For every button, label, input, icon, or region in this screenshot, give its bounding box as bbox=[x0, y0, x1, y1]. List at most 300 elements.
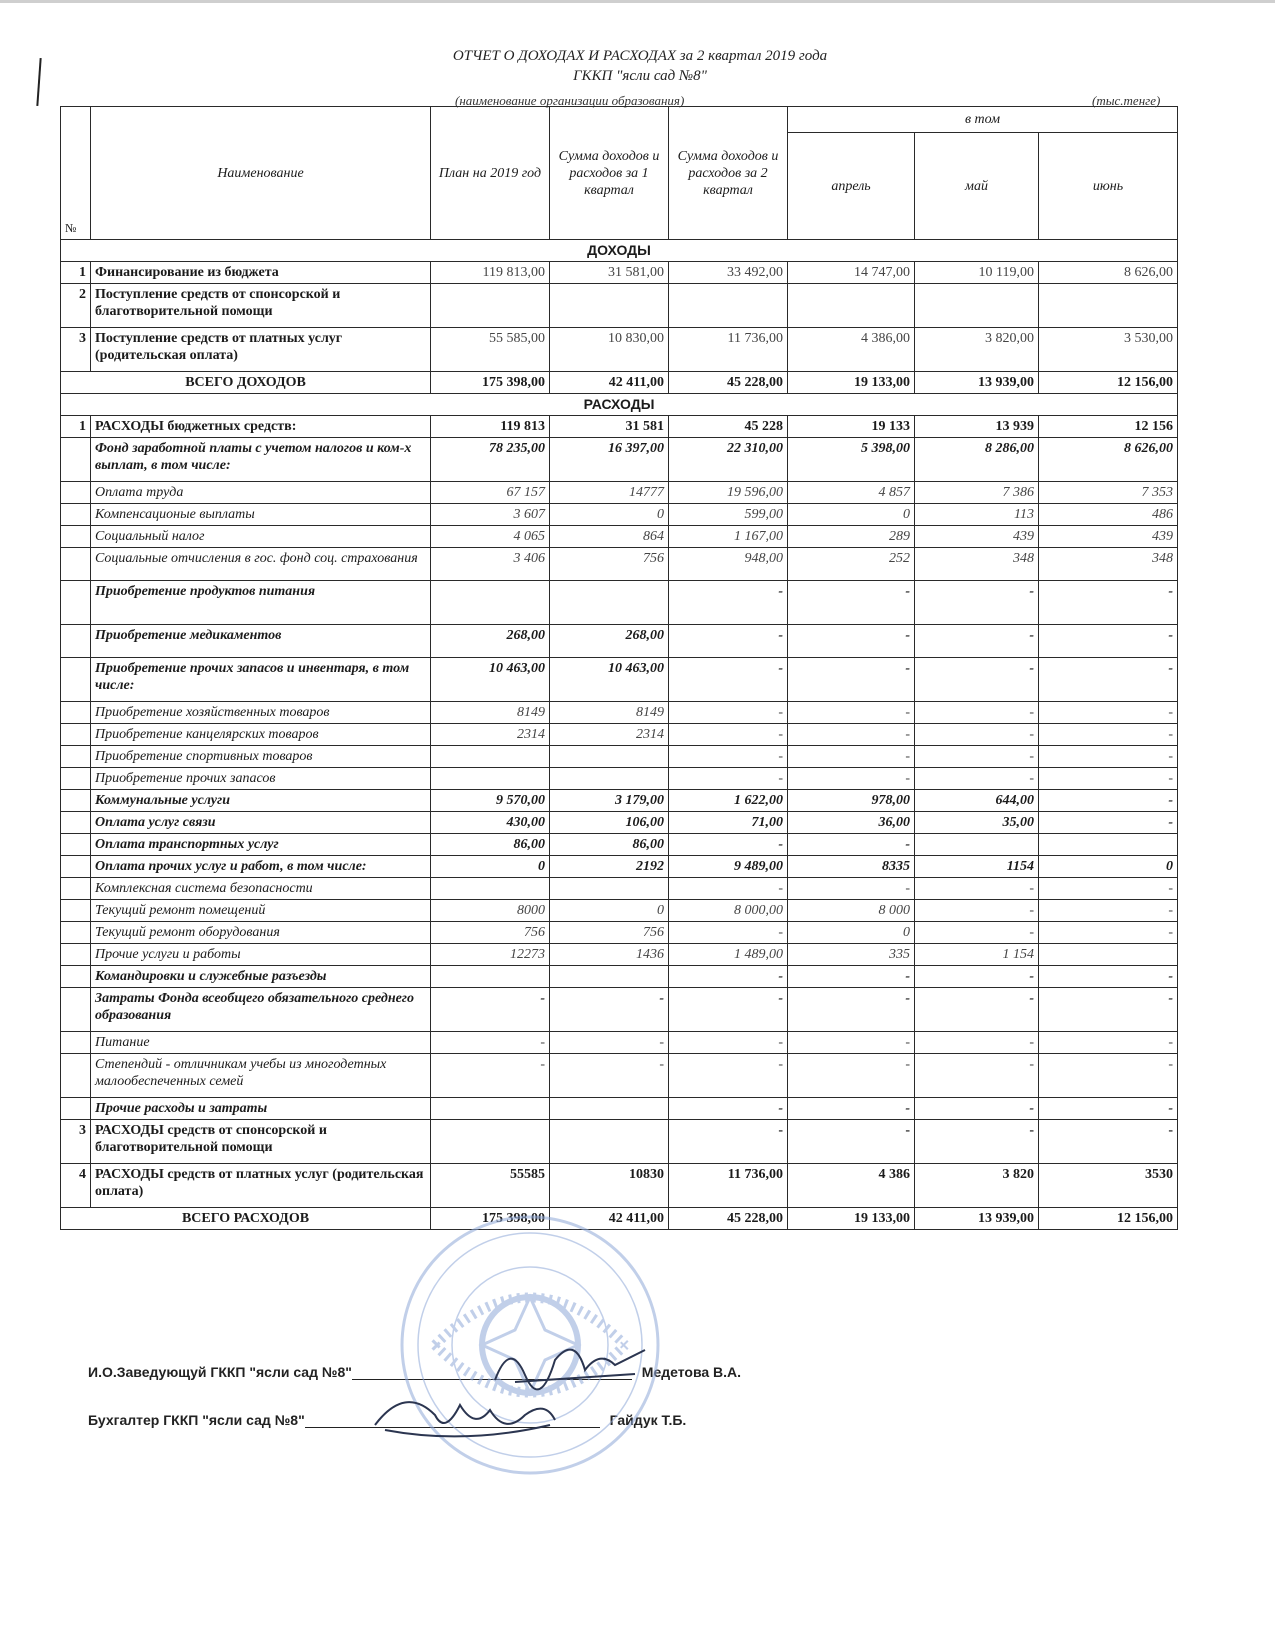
row-name: Приобретение продуктов питания bbox=[91, 581, 431, 625]
expense-row bbox=[61, 482, 1178, 504]
cell-apr: - bbox=[788, 988, 915, 1032]
expense-row bbox=[61, 944, 1178, 966]
cell-apr: - bbox=[788, 1098, 915, 1120]
cell-q1: 31 581,00 bbox=[550, 262, 669, 284]
cell-jun: - bbox=[1039, 702, 1178, 724]
total-apr: 19 133,00 bbox=[788, 372, 915, 394]
cell-may: - bbox=[915, 900, 1039, 922]
row-number bbox=[61, 966, 91, 988]
section-income: ДОХОДЫ bbox=[61, 240, 1178, 262]
cell-q1: 1436 bbox=[550, 944, 669, 966]
cell-plan: - bbox=[431, 1054, 550, 1098]
cell-may: - bbox=[915, 625, 1039, 658]
cell-may: 10 119,00 bbox=[915, 262, 1039, 284]
cell-q2: - bbox=[669, 966, 788, 988]
cell-apr: 14 747,00 bbox=[788, 262, 915, 284]
cell-plan: 8149 bbox=[431, 702, 550, 724]
expense-row bbox=[61, 724, 1178, 746]
cell-may: - bbox=[915, 1120, 1039, 1164]
cell-q1 bbox=[550, 966, 669, 988]
row-name: Текущий ремонт помещений bbox=[91, 900, 431, 922]
cell-q1: 2192 bbox=[550, 856, 669, 878]
cell-may: - bbox=[915, 922, 1039, 944]
cell-q1: 268,00 bbox=[550, 625, 669, 658]
cell-apr: 5 398,00 bbox=[788, 438, 915, 482]
cell-may: - bbox=[915, 746, 1039, 768]
cell-q2: - bbox=[669, 1054, 788, 1098]
total-q2: 45 228,00 bbox=[669, 1208, 788, 1230]
cell-q2: 948,00 bbox=[669, 548, 788, 581]
cell-apr: 8335 bbox=[788, 856, 915, 878]
cell-apr: - bbox=[788, 1054, 915, 1098]
cell-plan: 55 585,00 bbox=[431, 328, 550, 372]
cell-q2: - bbox=[669, 878, 788, 900]
row-name: РАСХОДЫ средств от платных услуг (родительская оплата) bbox=[91, 1164, 431, 1208]
income-row bbox=[61, 284, 1178, 328]
cell-jun: - bbox=[1039, 812, 1178, 834]
cell-jun: - bbox=[1039, 1032, 1178, 1054]
cell-q1 bbox=[550, 284, 669, 328]
row-number bbox=[61, 581, 91, 625]
cell-apr: 8 000 bbox=[788, 900, 915, 922]
col-may: май bbox=[915, 133, 1039, 240]
row-name: Оплата прочих услуг и работ, в том числе: bbox=[91, 856, 431, 878]
cell-q2: - bbox=[669, 1032, 788, 1054]
cell-jun: 0 bbox=[1039, 856, 1178, 878]
cell-apr: 289 bbox=[788, 526, 915, 548]
row-name: Оплата услуг связи bbox=[91, 812, 431, 834]
cell-q2: - bbox=[669, 768, 788, 790]
expense-row bbox=[61, 526, 1178, 548]
cell-jun: 7 353 bbox=[1039, 482, 1178, 504]
cell-q2: - bbox=[669, 746, 788, 768]
cell-q1 bbox=[550, 1120, 669, 1164]
cell-plan: 119 813 bbox=[431, 416, 550, 438]
row-number bbox=[61, 482, 91, 504]
cell-q2: - bbox=[669, 922, 788, 944]
cell-jun: - bbox=[1039, 625, 1178, 658]
row-name: Оплата труда bbox=[91, 482, 431, 504]
cell-q1 bbox=[550, 878, 669, 900]
cell-apr: - bbox=[788, 878, 915, 900]
col-name: Наименование bbox=[91, 107, 431, 240]
cell-may: - bbox=[915, 966, 1039, 988]
row-number bbox=[61, 1032, 91, 1054]
units-label: (тыс.тенге) bbox=[1092, 93, 1161, 108]
cell-apr: 19 133 bbox=[788, 416, 915, 438]
cell-jun: 3 530,00 bbox=[1039, 328, 1178, 372]
cell-may: 1154 bbox=[915, 856, 1039, 878]
income-row bbox=[61, 328, 1178, 372]
cell-q2: 22 310,00 bbox=[669, 438, 788, 482]
expense-row bbox=[61, 966, 1178, 988]
cell-q2: - bbox=[669, 658, 788, 702]
cell-q1: 14777 bbox=[550, 482, 669, 504]
income-expense-table bbox=[60, 106, 1178, 1230]
table-body bbox=[61, 240, 1178, 1230]
col-including: в том bbox=[788, 107, 1178, 133]
cell-q2: 33 492,00 bbox=[669, 262, 788, 284]
expense-row bbox=[61, 625, 1178, 658]
cell-plan: 67 157 bbox=[431, 482, 550, 504]
expense-row bbox=[61, 416, 1178, 438]
row-number bbox=[61, 922, 91, 944]
row-number: 1 bbox=[61, 416, 91, 438]
cell-plan: 430,00 bbox=[431, 812, 550, 834]
cell-plan: 3 406 bbox=[431, 548, 550, 581]
expense-row bbox=[61, 581, 1178, 625]
total-plan: 175 398,00 bbox=[431, 1208, 550, 1230]
cell-q2: 1 489,00 bbox=[669, 944, 788, 966]
cell-apr: - bbox=[788, 625, 915, 658]
row-name: Приобретение спортивных товаров bbox=[91, 746, 431, 768]
row-number: 3 bbox=[61, 1120, 91, 1164]
row-name: Затраты Фонда всеобщего обязательного среднего образования bbox=[91, 988, 431, 1032]
cell-q1: 16 397,00 bbox=[550, 438, 669, 482]
cell-jun: - bbox=[1039, 724, 1178, 746]
cell-apr: 36,00 bbox=[788, 812, 915, 834]
total-apr: 19 133,00 bbox=[788, 1208, 915, 1230]
total-q1: 42 411,00 bbox=[550, 1208, 669, 1230]
cell-q1: 756 bbox=[550, 548, 669, 581]
row-name: Приобретение прочих запасов и инвентаря, в том числе: bbox=[91, 658, 431, 702]
cell-may: - bbox=[915, 768, 1039, 790]
expense-total-label: ВСЕГО РАСХОДОВ bbox=[61, 1208, 431, 1230]
cell-apr: 0 bbox=[788, 922, 915, 944]
cell-q2: 599,00 bbox=[669, 504, 788, 526]
expense-row bbox=[61, 658, 1178, 702]
cell-may bbox=[915, 834, 1039, 856]
cell-jun: - bbox=[1039, 922, 1178, 944]
cell-q1: 8149 bbox=[550, 702, 669, 724]
expense-row bbox=[61, 988, 1178, 1032]
expense-row bbox=[61, 790, 1178, 812]
cell-plan bbox=[431, 1098, 550, 1120]
cell-plan: 55585 bbox=[431, 1164, 550, 1208]
expense-row bbox=[61, 1120, 1178, 1164]
row-name: Текущий ремонт оборудования bbox=[91, 922, 431, 944]
row-name: Финансирование из бюджета bbox=[91, 262, 431, 284]
row-name: Прочие услуги и работы bbox=[91, 944, 431, 966]
row-number bbox=[61, 746, 91, 768]
cell-q1: 106,00 bbox=[550, 812, 669, 834]
cell-q2: - bbox=[669, 724, 788, 746]
row-name: Прочие расходы и затраты bbox=[91, 1098, 431, 1120]
row-number bbox=[61, 900, 91, 922]
cell-apr: - bbox=[788, 834, 915, 856]
cell-may: 13 939 bbox=[915, 416, 1039, 438]
row-number bbox=[61, 1098, 91, 1120]
cell-plan: 756 bbox=[431, 922, 550, 944]
cell-apr: - bbox=[788, 724, 915, 746]
cell-apr: - bbox=[788, 966, 915, 988]
expense-row bbox=[61, 438, 1178, 482]
row-name: РАСХОДЫ бюджетных средств: bbox=[91, 416, 431, 438]
row-name: Оплата транспортных услуг bbox=[91, 834, 431, 856]
row-name: Командировки и служебные разъезды bbox=[91, 966, 431, 988]
col-q2: Сумма доходов и расходов за 2 квартал bbox=[669, 107, 788, 240]
expense-row bbox=[61, 746, 1178, 768]
cell-may: - bbox=[915, 702, 1039, 724]
row-number bbox=[61, 526, 91, 548]
row-name: Поступление средств от платных услуг (родительская оплата) bbox=[91, 328, 431, 372]
cell-q1 bbox=[550, 581, 669, 625]
row-name: Степендий - отличникам учебы из многодетных малообеспеченных семей bbox=[91, 1054, 431, 1098]
cell-jun: 8 626,00 bbox=[1039, 438, 1178, 482]
cell-apr: 4 857 bbox=[788, 482, 915, 504]
total-may: 13 939,00 bbox=[915, 1208, 1039, 1230]
cell-plan: 10 463,00 bbox=[431, 658, 550, 702]
margin-pen-mark bbox=[36, 58, 41, 106]
cell-jun: 12 156 bbox=[1039, 416, 1178, 438]
cell-may: 3 820,00 bbox=[915, 328, 1039, 372]
income-row bbox=[61, 262, 1178, 284]
cell-may bbox=[915, 284, 1039, 328]
cell-may: - bbox=[915, 658, 1039, 702]
cell-plan bbox=[431, 284, 550, 328]
total-may: 13 939,00 bbox=[915, 372, 1039, 394]
cell-apr: - bbox=[788, 581, 915, 625]
cell-plan: - bbox=[431, 988, 550, 1032]
organization-name: ГККП "ясли сад №8" bbox=[573, 68, 707, 84]
cell-may: - bbox=[915, 1098, 1039, 1120]
cell-jun: - bbox=[1039, 988, 1178, 1032]
row-number bbox=[61, 878, 91, 900]
cell-may: 348 bbox=[915, 548, 1039, 581]
organization-caption: (наименование организации образования) bbox=[455, 93, 685, 108]
cell-apr: 978,00 bbox=[788, 790, 915, 812]
expense-row bbox=[61, 900, 1178, 922]
cell-plan: 4 065 bbox=[431, 526, 550, 548]
accountant-role: Бухгалтер ГККП "ясли сад №8" bbox=[88, 1412, 305, 1428]
accountant-handwritten-signature bbox=[365, 1385, 565, 1455]
cell-apr: - bbox=[788, 768, 915, 790]
cell-jun: - bbox=[1039, 746, 1178, 768]
row-name: РАСХОДЫ средств от спонсорской и благотворительной помощи bbox=[91, 1120, 431, 1164]
cell-jun: - bbox=[1039, 768, 1178, 790]
col-q1: Сумма доходов и расходов за 1 квартал bbox=[550, 107, 669, 240]
cell-jun: - bbox=[1039, 1054, 1178, 1098]
row-number bbox=[61, 504, 91, 526]
cell-apr: 252 bbox=[788, 548, 915, 581]
cell-plan: 0 bbox=[431, 856, 550, 878]
cell-may: 35,00 bbox=[915, 812, 1039, 834]
cell-q1: - bbox=[550, 1032, 669, 1054]
expense-row bbox=[61, 922, 1178, 944]
col-no: № bbox=[61, 107, 91, 240]
expense-row bbox=[61, 812, 1178, 834]
cell-jun bbox=[1039, 284, 1178, 328]
row-name: Приобретение хозяйственных товаров bbox=[91, 702, 431, 724]
cell-jun: - bbox=[1039, 966, 1178, 988]
cell-jun: 486 bbox=[1039, 504, 1178, 526]
cell-q1 bbox=[550, 746, 669, 768]
col-april: апрель bbox=[788, 133, 915, 240]
cell-q1: 31 581 bbox=[550, 416, 669, 438]
row-name: Поступление средств от спонсорской и благотворительной помощи bbox=[91, 284, 431, 328]
cell-apr: - bbox=[788, 1120, 915, 1164]
expense-row bbox=[61, 702, 1178, 724]
cell-plan: 119 813,00 bbox=[431, 262, 550, 284]
row-number bbox=[61, 856, 91, 878]
cell-q2: - bbox=[669, 988, 788, 1032]
row-name: Компенсационые выплаты bbox=[91, 504, 431, 526]
row-name: Комплексная система безопасности bbox=[91, 878, 431, 900]
row-number: 2 bbox=[61, 284, 91, 328]
cell-plan bbox=[431, 1120, 550, 1164]
cell-q1: 10 463,00 bbox=[550, 658, 669, 702]
row-number bbox=[61, 625, 91, 658]
col-june: июнь bbox=[1039, 133, 1178, 240]
head-name: Медетова В.А. bbox=[641, 1364, 742, 1380]
cell-may: - bbox=[915, 1054, 1039, 1098]
row-number bbox=[61, 658, 91, 702]
cell-q1: 0 bbox=[550, 504, 669, 526]
cell-q1 bbox=[550, 1098, 669, 1120]
cell-q1: 10 830,00 bbox=[550, 328, 669, 372]
expense-row bbox=[61, 548, 1178, 581]
cell-apr: - bbox=[788, 702, 915, 724]
cell-jun: 8 626,00 bbox=[1039, 262, 1178, 284]
cell-may: - bbox=[915, 988, 1039, 1032]
col-plan: План на 2019 год bbox=[431, 107, 550, 240]
cell-may: - bbox=[915, 1032, 1039, 1054]
row-number bbox=[61, 724, 91, 746]
cell-q2: 9 489,00 bbox=[669, 856, 788, 878]
cell-jun: - bbox=[1039, 581, 1178, 625]
cell-jun bbox=[1039, 944, 1178, 966]
expense-row bbox=[61, 834, 1178, 856]
cell-plan: 8000 bbox=[431, 900, 550, 922]
row-number bbox=[61, 702, 91, 724]
cell-q1: - bbox=[550, 988, 669, 1032]
expense-row bbox=[61, 504, 1178, 526]
total-jun: 12 156,00 bbox=[1039, 1208, 1178, 1230]
cell-apr: 335 bbox=[788, 944, 915, 966]
cell-jun: - bbox=[1039, 900, 1178, 922]
cell-may: 644,00 bbox=[915, 790, 1039, 812]
cell-q2: - bbox=[669, 625, 788, 658]
cell-q2: 1 167,00 bbox=[669, 526, 788, 548]
report-title: ОТЧЕТ О ДОХОДАХ И РАСХОДАХ за 2 квартал 2019 года bbox=[452, 48, 828, 64]
cell-apr: - bbox=[788, 658, 915, 702]
cell-plan: 2314 bbox=[431, 724, 550, 746]
cell-jun: - bbox=[1039, 790, 1178, 812]
cell-jun bbox=[1039, 834, 1178, 856]
row-number bbox=[61, 548, 91, 581]
cell-jun: 3530 bbox=[1039, 1164, 1178, 1208]
total-q1: 42 411,00 bbox=[550, 372, 669, 394]
row-name: Приобретение медикаментов bbox=[91, 625, 431, 658]
cell-plan: 12273 bbox=[431, 944, 550, 966]
cell-q1: - bbox=[550, 1054, 669, 1098]
cell-may: 439 bbox=[915, 526, 1039, 548]
row-number bbox=[61, 790, 91, 812]
cell-q2 bbox=[669, 284, 788, 328]
cell-may: 8 286,00 bbox=[915, 438, 1039, 482]
cell-apr: 4 386,00 bbox=[788, 328, 915, 372]
cell-jun: - bbox=[1039, 878, 1178, 900]
cell-apr: 0 bbox=[788, 504, 915, 526]
cell-q2: 11 736,00 bbox=[669, 1164, 788, 1208]
cell-plan bbox=[431, 966, 550, 988]
accountant-name: Гайдук Т.Б. bbox=[609, 1412, 687, 1428]
cell-apr: - bbox=[788, 746, 915, 768]
cell-may: - bbox=[915, 581, 1039, 625]
cell-q1: 756 bbox=[550, 922, 669, 944]
row-number bbox=[61, 768, 91, 790]
row-number bbox=[61, 944, 91, 966]
row-number: 3 bbox=[61, 328, 91, 372]
cell-q1: 3 179,00 bbox=[550, 790, 669, 812]
row-name: Питание bbox=[91, 1032, 431, 1054]
row-number: 4 bbox=[61, 1164, 91, 1208]
cell-q2: - bbox=[669, 581, 788, 625]
cell-apr: 4 386 bbox=[788, 1164, 915, 1208]
cell-plan: 9 570,00 bbox=[431, 790, 550, 812]
cell-plan: - bbox=[431, 1032, 550, 1054]
expense-row bbox=[61, 856, 1178, 878]
row-number: 1 bbox=[61, 262, 91, 284]
head-role: И.О.Заведующуй ГККП "ясли сад №8" bbox=[88, 1364, 352, 1380]
row-name: Коммунальные услуги bbox=[91, 790, 431, 812]
row-number bbox=[61, 988, 91, 1032]
cell-q2: 71,00 bbox=[669, 812, 788, 834]
expense-row bbox=[61, 768, 1178, 790]
cell-may: - bbox=[915, 724, 1039, 746]
row-number bbox=[61, 438, 91, 482]
cell-q2: - bbox=[669, 834, 788, 856]
cell-q1: 0 bbox=[550, 900, 669, 922]
cell-q2: 1 622,00 bbox=[669, 790, 788, 812]
cell-q2: 45 228 bbox=[669, 416, 788, 438]
cell-plan: 86,00 bbox=[431, 834, 550, 856]
income-total-row bbox=[61, 372, 1178, 394]
row-name: Приобретение канцелярских товаров bbox=[91, 724, 431, 746]
cell-jun: 439 bbox=[1039, 526, 1178, 548]
cell-apr bbox=[788, 284, 915, 328]
cell-jun: - bbox=[1039, 658, 1178, 702]
cell-may: 1 154 bbox=[915, 944, 1039, 966]
cell-q2: - bbox=[669, 1120, 788, 1164]
section-expenses: РАСХОДЫ bbox=[61, 394, 1178, 416]
cell-q2: - bbox=[669, 702, 788, 724]
cell-q2: 11 736,00 bbox=[669, 328, 788, 372]
report-title-block bbox=[300, 46, 980, 86]
cell-may: - bbox=[915, 878, 1039, 900]
cell-jun: - bbox=[1039, 1120, 1178, 1164]
income-total-label: ВСЕГО ДОХОДОВ bbox=[61, 372, 431, 394]
cell-q1: 2314 bbox=[550, 724, 669, 746]
expense-row bbox=[61, 1054, 1178, 1098]
row-number bbox=[61, 1054, 91, 1098]
cell-plan bbox=[431, 768, 550, 790]
cell-plan: 268,00 bbox=[431, 625, 550, 658]
cell-plan bbox=[431, 878, 550, 900]
cell-q1: 10830 bbox=[550, 1164, 669, 1208]
expense-row bbox=[61, 1098, 1178, 1120]
cell-q1: 86,00 bbox=[550, 834, 669, 856]
row-number bbox=[61, 812, 91, 834]
row-name: Фонд заработной платы с учетом налогов и ком-х выплат, в том числе: bbox=[91, 438, 431, 482]
cell-apr: - bbox=[788, 1032, 915, 1054]
cell-q2: 19 596,00 bbox=[669, 482, 788, 504]
row-name: Социальные отчисления в гос. фонд соц. страхования bbox=[91, 548, 431, 581]
row-number bbox=[61, 834, 91, 856]
cell-plan bbox=[431, 746, 550, 768]
expense-row bbox=[61, 878, 1178, 900]
cell-jun: 348 bbox=[1039, 548, 1178, 581]
